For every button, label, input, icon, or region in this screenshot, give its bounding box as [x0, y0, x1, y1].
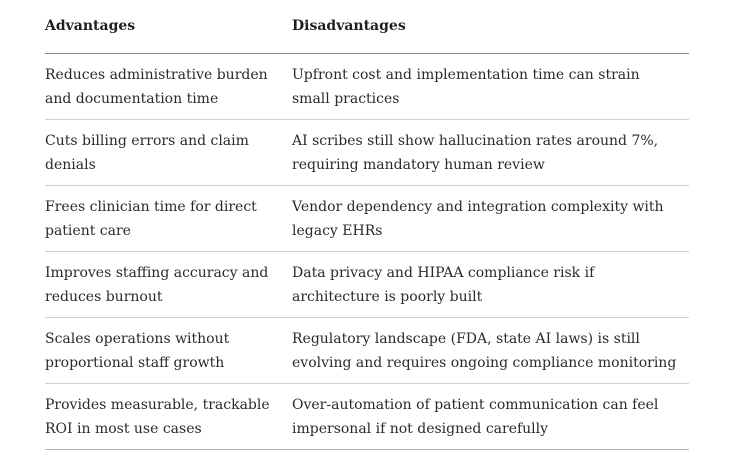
advantages-disadvantages-table — [45, 0, 689, 450]
disadvantage-cell: Over-automation of patient communication can feel impersonal if not designed carefully — [292, 383, 689, 449]
advantage-cell: Reduces administrative burden and documentation time — [45, 53, 292, 119]
table-row — [45, 185, 689, 251]
disadvantage-cell: Upfront cost and implementation time can strain small practices — [292, 53, 689, 119]
table-row — [45, 317, 689, 383]
table-header-row — [45, 0, 689, 53]
comparison-table-container — [45, 0, 689, 450]
advantage-cell: Frees clinician time for direct patient care — [45, 185, 292, 251]
header-disadvantages: Disadvantages — [292, 0, 689, 53]
disadvantage-cell: Vendor dependency and integration complexity with legacy EHRs — [292, 185, 689, 251]
table-row — [45, 53, 689, 119]
disadvantage-cell: AI scribes still show hallucination rates around 7%, requiring mandatory human review — [292, 119, 689, 185]
advantage-cell: Cuts billing errors and claim denials — [45, 119, 292, 185]
header-advantages: Advantages — [45, 0, 292, 53]
advantage-cell: Improves staffing accuracy and reduces burnout — [45, 251, 292, 317]
table-row — [45, 119, 689, 185]
advantage-cell: Provides measurable, trackable ROI in most use cases — [45, 383, 292, 449]
disadvantage-cell: Data privacy and HIPAA compliance risk if architecture is poorly built — [292, 251, 689, 317]
table-row — [45, 251, 689, 317]
table-row — [45, 383, 689, 449]
disadvantage-cell: Regulatory landscape (FDA, state AI laws) is still evolving and requires ongoing compliance monitoring — [292, 317, 689, 383]
advantage-cell: Scales operations without proportional staff growth — [45, 317, 292, 383]
